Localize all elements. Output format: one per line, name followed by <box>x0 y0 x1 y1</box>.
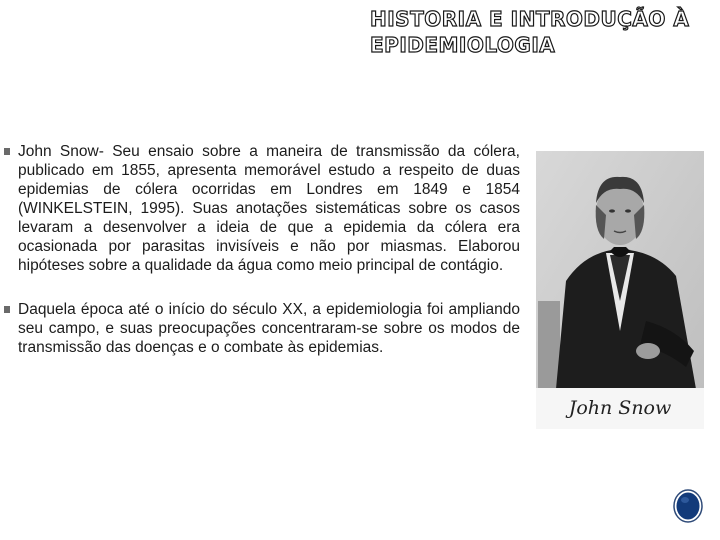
portrait-signature: John Snow <box>536 388 704 428</box>
blue-circle-badge-icon[interactable] <box>673 489 703 523</box>
bullet-text: John Snow- Seu ensaio sobre a maneira de transmissão da cólera, publicado em 1855, apresenta memorável estudo a respeito de duas epidemias de cólera ocorridas em Londres em 1849 e 1854 (WINKELSTEIN, 1995). Suas anotações sistemáticas sobre os casos levaram a desenvolver a ideia de que a epidemia da cólera era ocasionada por parasitas invisíveis e não por miasmas. Elaborou hipóteses sobre a qualidade da água como meio principal de contágio. <box>18 143 520 274</box>
bullet-text: Daquela época até o início do século XX, a epidemiologia foi ampliando seu campo, e suas preocupações concentraram-se sobre os modos de transmissão das doenças e o combate às epidemias. <box>18 301 520 356</box>
slide-title: HISTORIA E INTRODUÇÃO À EPIDEMIOLOGIA <box>370 7 690 57</box>
bullet-item <box>4 300 520 357</box>
bullet-square-icon <box>4 306 10 313</box>
bullet-item <box>4 142 520 275</box>
bullet-square-icon <box>4 148 10 155</box>
bullet-list <box>4 142 520 357</box>
